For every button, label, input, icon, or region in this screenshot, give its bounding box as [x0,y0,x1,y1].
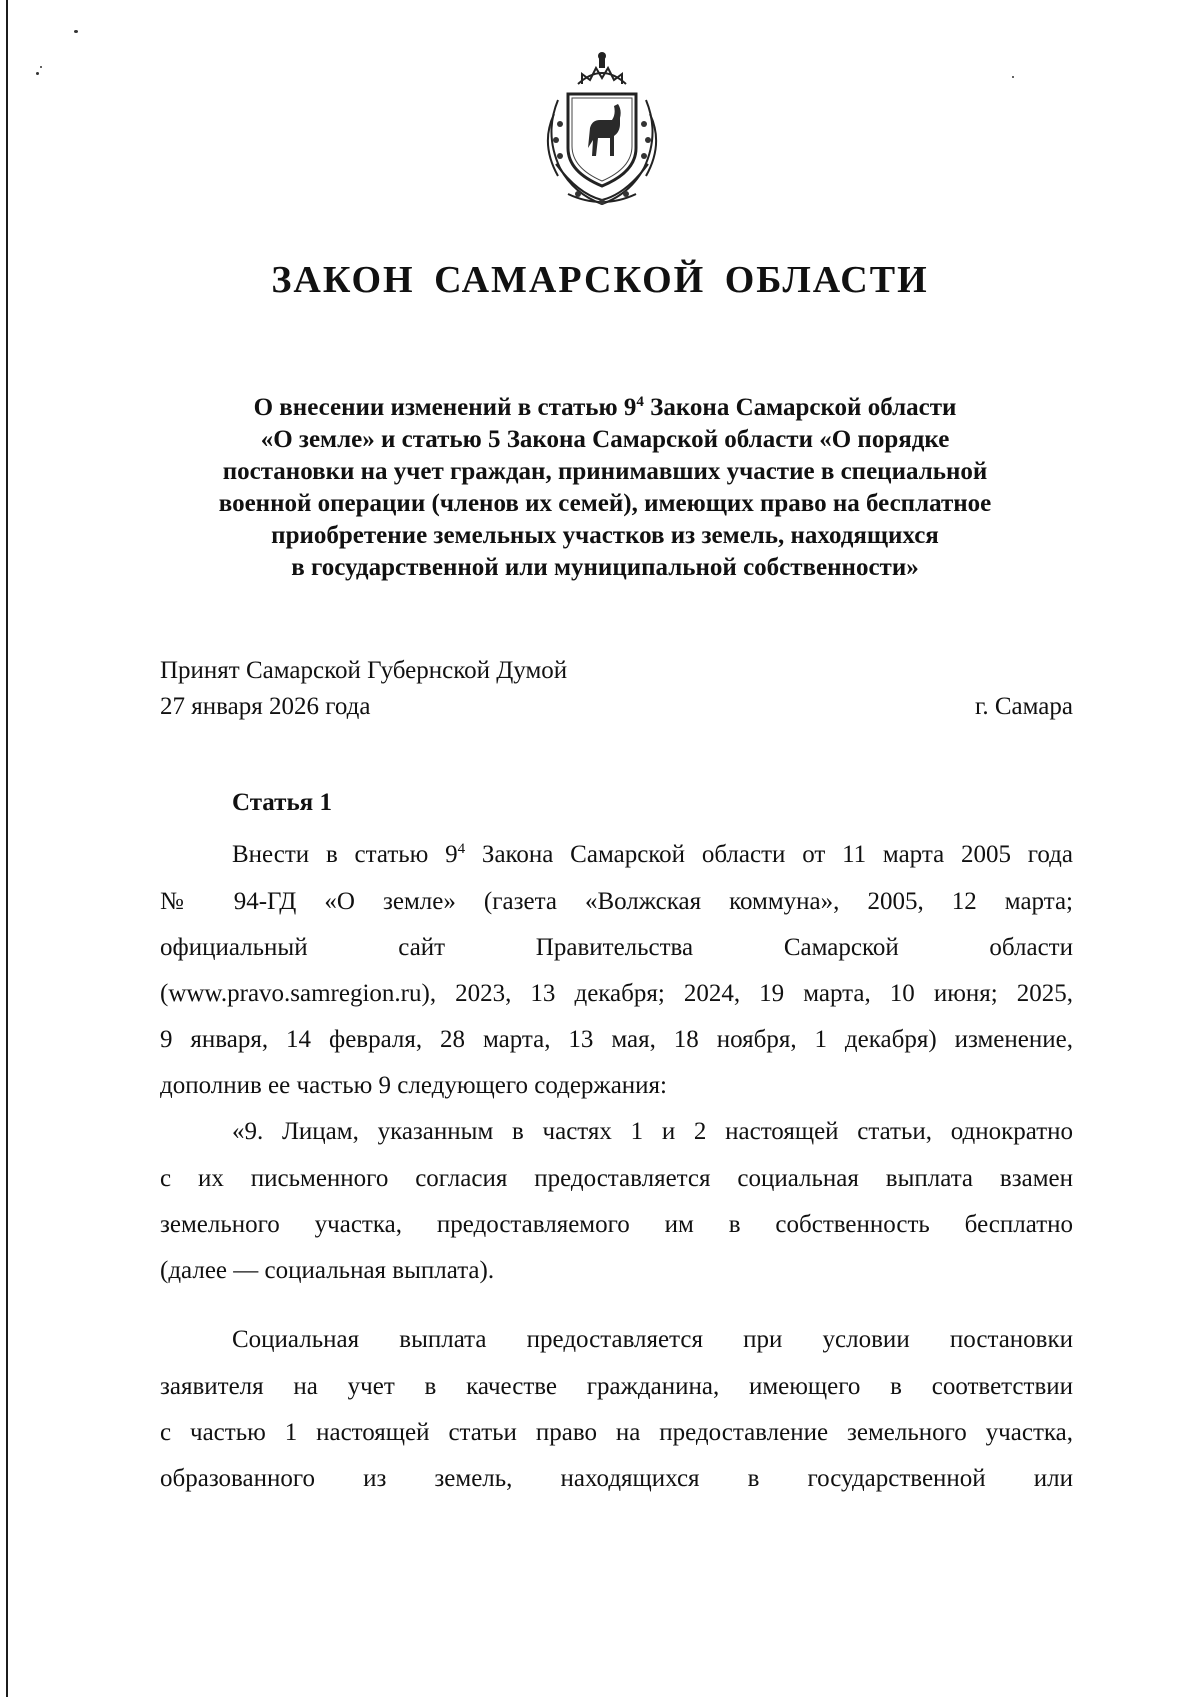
article-text-line: Социальная выплата предоставляется при условии постановки [232,1326,1073,1353]
article-text-line: № 94-ГД «О земле» (газета «Волжская коммуна», 2005, 12 марта; [160,888,1073,915]
city-name: г. Самара [974,693,1073,720]
samara-coat-of-arms-emblem [538,44,666,212]
subject-line: «О земле» и статью 5 Закона Самарской области «О порядке [260,426,950,453]
article-text-line: Внести в статью $9^4$ Закона Самарской области от 11 марта 2005 года [232,841,1073,868]
scan-speck [74,30,78,33]
article-text-line: земельного участка, предоставляемого им в собственность бесплатно [160,1211,1073,1238]
subject-line: приобретение земельных участков из земель, находящихся [271,522,939,549]
article-text-line: (далее — социальная выплата). [160,1257,495,1284]
scan-speck [40,66,42,68]
article-text-line: заявителя на учет в качестве гражданина, имеющего в соответствии [160,1373,1073,1400]
scan-edge-line [6,0,8,1697]
article-text-line: с их письменного согласия предоставляется социальная выплата взамен [160,1165,1073,1192]
article-text-line: официальный сайт Правительства Самарской области [160,934,1073,961]
article-text-line: образованного из земель, находящихся в государственной или [160,1465,1073,1492]
scan-speck [1012,76,1014,78]
subject-line: постановки на учет граждан, принимавших участие в специальной [222,458,988,485]
subject-line: в государственной или муниципальной собственности» [291,554,919,581]
article-text-line: «9. Лицам, указанным в частях 1 и 2 настоящей статьи, однократно [232,1118,1073,1145]
adopted-date: 27 января 2026 года [160,693,371,720]
article-text-line: дополнив ее частью 9 следующего содержания: [160,1072,667,1099]
law-subject-block [150,392,1060,584]
article-text-line: с частью 1 настоящей статьи право на предоставление земельного участка, [160,1419,1073,1446]
article-text-line: 9 января, 14 февраля, 28 марта, 13 мая, 18 ноября, 1 декабря) изменение, [160,1026,1073,1053]
scan-speck [36,72,39,75]
article-heading: Статья 1 [232,789,332,816]
article-text-line: (www.pravo.samregion.ru), 2023, 13 декабря; 2024, 19 марта, 10 июня; 2025, [160,980,1073,1007]
subject-line: военной операции (членов их семей), имеющих право на бесплатное [218,490,992,517]
law-title: ЗАКОН САМАРСКОЙ ОБЛАСТИ [271,259,929,301]
subject-line: О внесении изменений в статью $9^4$ Закона Самарской области [253,394,957,421]
adopted-by: Принят Самарской Губернской Думой [160,657,568,684]
